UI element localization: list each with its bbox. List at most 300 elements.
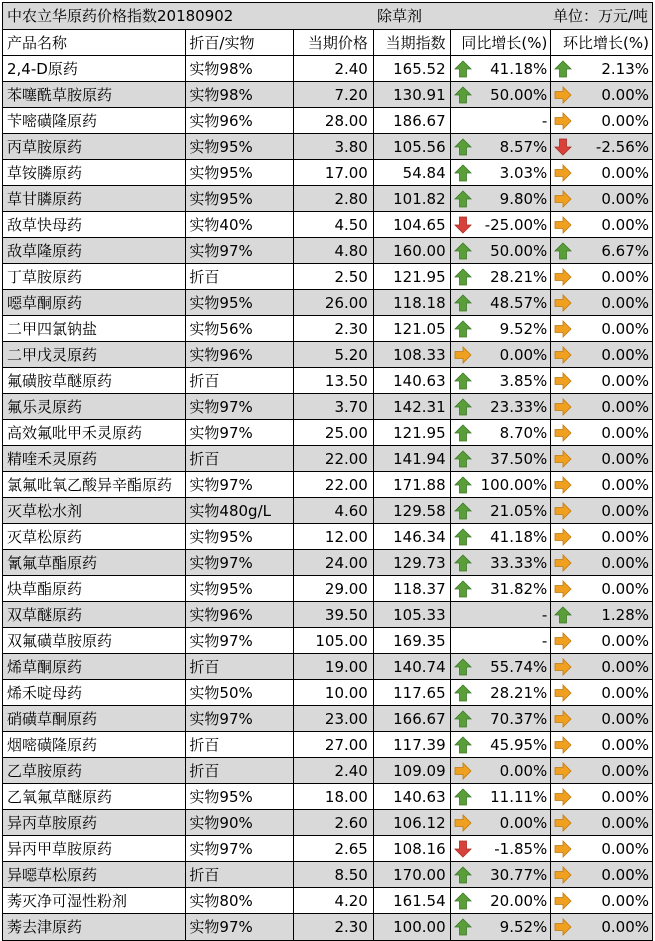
right-arrow-icon [454,814,472,832]
current-index: 130.91 [374,82,451,107]
yoy-change [451,82,552,107]
table-row [3,446,652,472]
current-price: 24.00 [294,550,374,575]
current-index: 105.56 [374,134,451,159]
up-arrow-icon [454,710,472,728]
mom-change [551,862,652,887]
yoy-value: 41.18% [490,528,548,546]
right-arrow-icon [554,580,572,598]
product-spec: 实物95% [186,290,294,315]
column-header-row [3,30,652,56]
product-name: 2,4-D原药 [3,56,186,81]
up-arrow-icon [454,164,472,182]
right-arrow-icon [554,372,572,390]
yoy-value: 21.05% [490,502,548,520]
col-header-price: 当期价格 [294,30,374,55]
table-row [3,680,652,706]
yoy-change [451,394,552,419]
right-arrow-icon [554,164,572,182]
yoy-value: 0.00% [499,762,548,780]
current-index: 117.65 [374,680,451,705]
right-arrow-icon [554,554,572,572]
yoy-change [451,368,552,393]
mom-value: 0.00% [601,710,649,728]
mom-change [551,602,652,627]
yoy-change [451,238,552,263]
current-price: 26.00 [294,290,374,315]
yoy-value: 50.00% [490,242,548,260]
product-spec: 实物97% [186,836,294,861]
mom-change [551,160,652,185]
product-name: 烯草酮原药 [3,654,186,679]
mom-value: 6.67% [601,242,649,260]
yoy-value: 0.00% [499,814,548,832]
product-name: 莠去津原药 [3,914,186,940]
right-arrow-icon [554,918,572,936]
right-arrow-icon [554,866,572,884]
up-arrow-icon [454,918,472,936]
yoy-value: 20.00% [490,892,548,910]
table-row [3,420,652,446]
mom-change [551,680,652,705]
product-name: 二甲戊灵原药 [3,342,186,367]
current-price: 8.50 [294,862,374,887]
right-arrow-icon [554,112,572,130]
product-spec: 折百 [186,446,294,471]
product-spec: 折百 [186,732,294,757]
current-index: 121.95 [374,264,451,289]
yoy-change [451,524,552,549]
mom-change [551,888,652,913]
mom-value: 0.00% [601,502,649,520]
current-price: 18.00 [294,784,374,809]
category-label: 除草剂 [377,7,423,25]
mom-change [551,238,652,263]
table-row [3,550,652,576]
right-arrow-icon [554,684,572,702]
current-price: 27.00 [294,732,374,757]
up-arrow-icon [454,788,472,806]
down-arrow-icon [454,840,472,858]
current-price: 2.40 [294,758,374,783]
right-arrow-icon [554,398,572,416]
mom-value: 0.00% [601,632,649,650]
mom-value: 0.00% [601,554,649,572]
yoy-value: 28.21% [490,684,548,702]
current-price: 29.00 [294,576,374,601]
product-spec: 折百 [186,862,294,887]
product-name: 丙草胺原药 [3,134,186,159]
product-spec: 实物95% [186,186,294,211]
yoy-value: 70.37% [490,710,548,728]
current-price: 25.00 [294,420,374,445]
product-name: 苯噻酰草胺原药 [3,82,186,107]
table-body [3,56,652,940]
product-spec: 折百 [186,654,294,679]
product-spec: 实物97% [186,706,294,731]
mom-value: 0.00% [601,684,649,702]
yoy-change [451,290,552,315]
mom-value: 0.00% [601,658,649,676]
up-arrow-icon [454,502,472,520]
product-name: 硝磺草酮原药 [3,706,186,731]
current-price: 4.20 [294,888,374,913]
mom-change [551,732,652,757]
yoy-change [451,446,552,471]
col-header-name: 产品名称 [3,30,186,55]
table-row [3,160,652,186]
up-arrow-icon [554,242,572,260]
product-name: 灭草松水剂 [3,498,186,523]
yoy-value: 0.00% [499,346,548,364]
product-spec: 实物97% [186,550,294,575]
col-header-yoy: 同比增长(%) [451,30,552,55]
current-index: 108.33 [374,342,451,367]
yoy-value: 9.80% [499,190,548,208]
right-arrow-icon [554,710,572,728]
yoy-change [451,862,552,887]
yoy-change [451,264,552,289]
table-row [3,602,652,628]
product-name: 草甘膦原药 [3,186,186,211]
yoy-value: 45.95% [490,736,548,754]
mom-change [551,316,652,341]
product-spec: 实物97% [186,420,294,445]
yoy-change [451,732,552,757]
product-spec: 实物96% [186,342,294,367]
table-row [3,134,652,160]
mom-value: 0.00% [601,866,649,884]
up-arrow-icon [454,528,472,546]
mom-change [551,654,652,679]
yoy-change [451,810,552,835]
yoy-value: -25.00% [484,216,548,234]
current-price: 39.50 [294,602,374,627]
up-arrow-icon [454,398,472,416]
mom-value: 0.00% [601,294,649,312]
product-spec: 实物95% [186,576,294,601]
right-arrow-icon [554,502,572,520]
yoy-change [451,706,552,731]
right-arrow-icon [554,294,572,312]
yoy-change [451,420,552,445]
mom-value: 0.00% [601,476,649,494]
product-name: 氟乐灵原药 [3,394,186,419]
current-price: 22.00 [294,472,374,497]
mom-change [551,810,652,835]
yoy-change [451,212,552,237]
up-arrow-icon [554,60,572,78]
current-price: 3.80 [294,134,374,159]
current-price: 2.50 [294,264,374,289]
up-arrow-icon [454,372,472,390]
product-name: 双氟磺草胺原药 [3,628,186,653]
right-arrow-icon [554,892,572,910]
current-index: 186.67 [374,108,451,133]
product-spec: 折百 [186,264,294,289]
yoy-value: 8.57% [499,138,548,156]
current-index: 169.35 [374,628,451,653]
yoy-change [451,602,552,627]
current-price: 105.00 [294,628,374,653]
table-row [3,342,652,368]
mom-change [551,758,652,783]
table-row [3,316,652,342]
table-row [3,290,652,316]
right-arrow-icon [554,190,572,208]
mom-value: 0.00% [601,86,649,104]
mom-change [551,576,652,601]
product-spec: 实物480g/L [186,498,294,523]
mom-change [551,524,652,549]
mom-change [551,134,652,159]
current-price: 2.60 [294,810,374,835]
product-name: 噁草酮原药 [3,290,186,315]
right-arrow-icon [454,762,472,780]
right-arrow-icon [454,346,472,364]
yoy-change [451,654,552,679]
current-price: 2.80 [294,186,374,211]
table-row [3,82,652,108]
current-price: 28.00 [294,108,374,133]
mom-change [551,290,652,315]
yoy-value: 48.57% [490,294,548,312]
current-index: 121.05 [374,316,451,341]
up-arrow-icon [454,294,472,312]
up-arrow-icon [454,476,472,494]
right-arrow-icon [554,762,572,780]
product-spec: 实物97% [186,394,294,419]
table-row [3,264,652,290]
product-name: 精喹禾灵原药 [3,446,186,471]
right-arrow-icon [554,476,572,494]
table-row [3,394,652,420]
mom-value: 0.00% [601,398,649,416]
product-name: 敌草隆原药 [3,238,186,263]
current-price: 2.40 [294,56,374,81]
current-index: 118.37 [374,576,451,601]
right-arrow-icon [554,268,572,286]
mom-value: 0.00% [601,580,649,598]
mom-value: 0.00% [601,814,649,832]
mom-value: 0.00% [601,372,649,390]
product-spec: 实物80% [186,888,294,913]
product-spec: 实物56% [186,316,294,341]
table-row [3,498,652,524]
mom-change [551,186,652,211]
up-arrow-icon [454,60,472,78]
product-name: 异丙甲草胺原药 [3,836,186,861]
current-index: 100.00 [374,914,451,940]
table-row [3,212,652,238]
current-index: 160.00 [374,238,451,263]
product-name: 二甲四氯钠盐 [3,316,186,341]
product-spec: 实物50% [186,680,294,705]
yoy-change [451,784,552,809]
unit-label: 单位：万元/吨 [552,7,648,25]
mom-value: 0.00% [601,762,649,780]
product-name: 乙草胺原药 [3,758,186,783]
current-index: 54.84 [374,160,451,185]
mom-change [551,342,652,367]
yoy-value: 30.77% [490,866,548,884]
mom-change [551,368,652,393]
product-spec: 实物95% [186,134,294,159]
yoy-change [451,836,552,861]
current-price: 3.70 [294,394,374,419]
up-arrow-icon [454,190,472,208]
table-row [3,914,652,940]
product-name: 灭草松原药 [3,524,186,549]
product-name: 炔草酯原药 [3,576,186,601]
yoy-change [451,914,552,940]
yoy-change [451,628,552,653]
product-name: 莠灭净可湿性粉剂 [3,888,186,913]
mom-value: 0.00% [601,450,649,468]
current-index: 142.31 [374,394,451,419]
current-price: 13.50 [294,368,374,393]
mom-change [551,394,652,419]
yoy-value: 3.85% [499,372,548,390]
product-name: 烯禾啶母药 [3,680,186,705]
product-spec: 实物97% [186,628,294,653]
table-row [3,706,652,732]
mom-change [551,446,652,471]
mom-value: 0.00% [601,892,649,910]
mom-value: 0.00% [601,346,649,364]
up-arrow-icon [454,580,472,598]
yoy-value: - [541,112,548,130]
current-price: 22.00 [294,446,374,471]
current-index: 104.65 [374,212,451,237]
up-arrow-icon [454,554,472,572]
yoy-value: 100.00% [480,476,548,494]
product-spec: 实物98% [186,82,294,107]
current-price: 19.00 [294,654,374,679]
product-spec: 实物95% [186,784,294,809]
down-arrow-icon [454,216,472,234]
table-row [3,524,652,550]
yoy-value: -1.85% [494,840,548,858]
table-title-bar [3,3,652,30]
product-spec: 实物95% [186,160,294,185]
current-index: 118.18 [374,290,451,315]
table-row [3,368,652,394]
table-row [3,888,652,914]
up-arrow-icon [454,450,472,468]
product-name: 异丙草胺原药 [3,810,186,835]
product-name: 氟磺胺草醚原药 [3,368,186,393]
product-name: 高效氟吡甲禾灵原药 [3,420,186,445]
mom-value: 0.00% [601,112,649,130]
current-price: 10.00 [294,680,374,705]
col-header-spec: 折百/实物 [186,30,294,55]
right-arrow-icon [554,736,572,754]
current-index: 129.58 [374,498,451,523]
table-row [3,56,652,82]
table-row [3,576,652,602]
current-index: 166.67 [374,706,451,731]
product-name: 敌草快母药 [3,212,186,237]
current-index: 140.63 [374,784,451,809]
up-arrow-icon [454,138,472,156]
right-arrow-icon [554,658,572,676]
yoy-value: 28.21% [490,268,548,286]
product-name: 异噁草松原药 [3,862,186,887]
mom-change [551,498,652,523]
right-arrow-icon [554,346,572,364]
down-arrow-icon [554,138,572,156]
current-price: 4.80 [294,238,374,263]
up-arrow-icon [454,86,472,104]
current-price: 23.00 [294,706,374,731]
mom-change [551,212,652,237]
yoy-change [451,186,552,211]
current-price: 2.30 [294,914,374,940]
yoy-value: 9.52% [499,918,548,936]
table-row [3,732,652,758]
yoy-change [451,134,552,159]
yoy-value: - [541,606,548,624]
product-name: 双草醚原药 [3,602,186,627]
right-arrow-icon [554,320,572,338]
yoy-change [451,680,552,705]
up-arrow-icon [454,866,472,884]
yoy-value: 9.52% [499,320,548,338]
current-index: 141.94 [374,446,451,471]
mom-value: 0.00% [601,424,649,442]
mom-value: 2.13% [601,60,649,78]
right-arrow-icon [554,632,572,650]
product-name: 乙氧氟草醚原药 [3,784,186,809]
mom-change [551,108,652,133]
current-index: 121.95 [374,420,451,445]
yoy-change [451,576,552,601]
yoy-change [451,342,552,367]
yoy-change [451,498,552,523]
mom-value: 0.00% [601,268,649,286]
mom-value: -2.56% [595,138,649,156]
up-arrow-icon [454,268,472,286]
current-price: 2.65 [294,836,374,861]
current-price: 7.20 [294,82,374,107]
mom-value: 1.28% [601,606,649,624]
product-spec: 实物95% [186,524,294,549]
mom-value: 0.00% [601,216,649,234]
mom-change [551,264,652,289]
right-arrow-icon [554,788,572,806]
product-name: 氯氟吡氧乙酸异辛酯原药 [3,472,186,497]
yoy-value: 23.33% [490,398,548,416]
table-row [3,108,652,134]
current-index: 106.12 [374,810,451,835]
yoy-change [451,888,552,913]
yoy-value: 50.00% [490,86,548,104]
yoy-change [451,472,552,497]
current-index: 105.33 [374,602,451,627]
current-index: 129.73 [374,550,451,575]
product-name: 氰氟草酯原药 [3,550,186,575]
current-price: 4.60 [294,498,374,523]
mom-change [551,420,652,445]
table-row [3,784,652,810]
table-row [3,758,652,784]
table-row [3,186,652,212]
current-index: 140.74 [374,654,451,679]
table-title: 中农立华原药价格指数20180902 [7,7,234,25]
current-index: 140.63 [374,368,451,393]
product-name: 苄嘧磺隆原药 [3,108,186,133]
